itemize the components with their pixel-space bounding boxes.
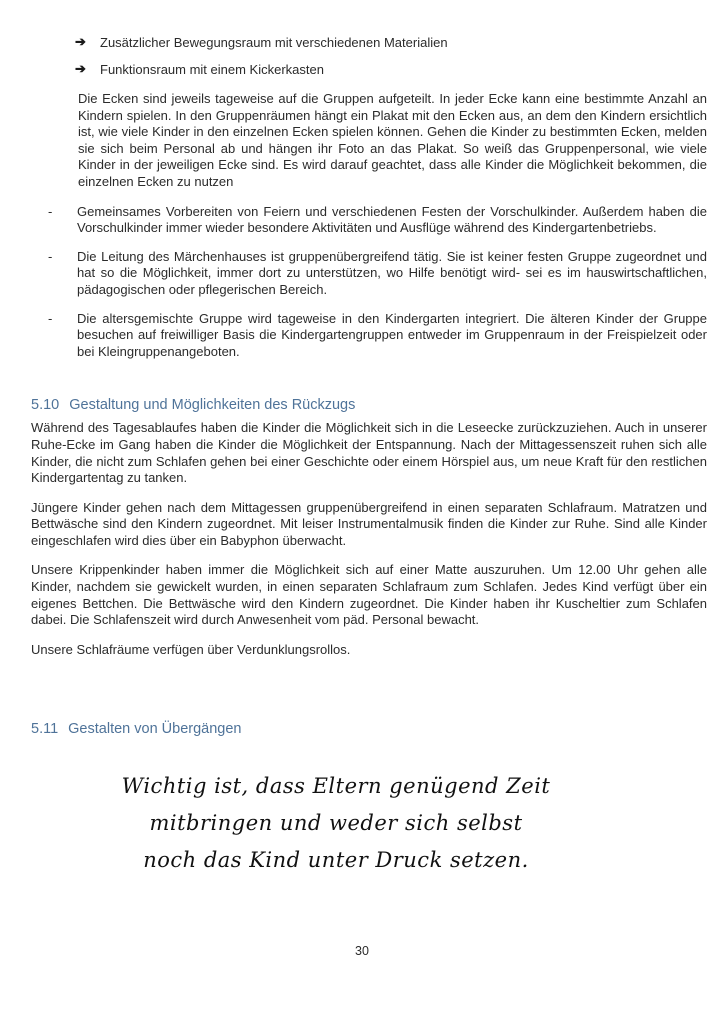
dash-bullet: - (48, 203, 53, 219)
paragraph: Jüngere Kinder gehen nach dem Mittagessen gruppenübergreifend in einen separaten Schlafraum. Matratzen und Bettwäsche sind den Kindern zugeordnet. Mit leiser Instrumentalmusik finden die Kinder zur Ruhe. Sind alle Kinder eingeschlafen wird dies über ein Babyphon überwacht. (31, 499, 707, 548)
dash-bullet-list (31, 204, 707, 361)
section-title: Gestaltung und Möglichkeiten des Rückzugs (69, 397, 356, 414)
list-item (31, 61, 707, 78)
quote-line: Wichtig ist, dass Eltern genügend Zeit (121, 774, 551, 799)
page-content (31, 30, 707, 879)
dash-bullet: - (48, 310, 53, 326)
arrow-bullet-icon: ➔ (75, 34, 86, 49)
quote-line: noch das Kind unter Druck setzen. (143, 848, 529, 873)
list-item (31, 204, 707, 237)
page-number: 30 (355, 944, 369, 958)
paragraph: Unsere Krippenkinder haben immer die Möglichkeit sich auf einer Matte auszuruhen. Um 12.00 Uhr gehen alle Kinder, nachdem sie gewickelt wurden, in einen separaten Schlafraum zum Schlafen. Jedes Kind verfügt über ein eigenes Bettchen. Die Bettwäsche wird den Kindern zugeordnet. Die Kinder haben ihr Kuscheltier zum Schlafen dabei. Die Schlafenszeit wird durch Anwesenheit vom päd. Personal bewacht. (31, 562, 707, 628)
script-quote (31, 768, 641, 879)
arrow-bullet-list (31, 34, 707, 78)
list-item-text: Funktionsraum mit einem Kickerkasten (100, 62, 324, 77)
arrow-bullet-icon: ➔ (75, 61, 86, 76)
section-heading-5-11 (31, 720, 707, 738)
section-number: 5.10 (31, 397, 60, 414)
section-number: 5.11 (31, 721, 59, 738)
section-title: Gestalten von Übergängen (68, 721, 242, 738)
list-item (31, 34, 707, 51)
list-item-text: Die altersgemischte Gruppe wird tageweise in den Kindergarten integriert. Die älteren Kinder der Gruppe besuchen auf freiwilliger Basis die Kindergartengruppen entweder im Gruppenraum in der Freispielzeit oder bei Kleingruppenangeboten. (77, 310, 707, 359)
paragraph: Unsere Schlafräume verfügen über Verdunklungsrollos. (31, 641, 351, 657)
list-item-text: Gemeinsames Vorbereiten von Feiern und verschiedenen Festen der Vorschulkinder. Außerdem haben die Vorschulkinder immer wieder besondere Aktivitäten und Ausflüge während des Kindergartenbetriebs. (77, 203, 707, 236)
list-item (31, 249, 707, 299)
dash-bullet: - (48, 248, 53, 264)
intro-paragraph: Die Ecken sind jeweils tageweise auf die Gruppen aufgeteilt. In jeder Ecke kann eine bestimmte Anzahl an Kindern spielen. In den Gruppenräumen hängt ein Plakat mit den Ecken aus, an dem den Kindern ersichtlich ist, wie viele Kinder in den einzelnen Ecken spielen können. Gehen die Kinder zu bestimmten Ecken, melden sie sich beim Personal ab und hängen ihr Foto an das Plakat. So weiß das Gruppenpersonal, wie viele Kinder in der jeweiligen Ecke sind. Es wird darauf geachtet, dass alle Kinder die Möglichkeit bekommen, die einzelnen Ecken zu nutzen (78, 91, 707, 189)
paragraph: Während des Tagesablaufes haben die Kinder die Möglichkeit sich in die Leseecke zurückzuziehen. Auch in unserer Ruhe-Ecke im Gang haben die Kinder die Möglichkeit der Entspannung. Nach der Mittagessenszeit ruhen sich alle Kinder, die nicht zum Schlafen gehen bei einer Geschichte oder einem Hörspiel aus, um neue Kraft für den restlichen Kindergartentag zu tanken. (31, 420, 707, 486)
list-item-text: Die Leitung des Märchenhauses ist gruppenübergreifend tätig. Sie ist keiner festen Gruppe zugeordnet und hat so die Möglichkeit, immer dort zu unterstützen, wo Hilfe benötigt wird- sei es im hauswirtschaftlichen, pädagogischen oder pflegerischen Bereich. (77, 248, 707, 297)
list-item-text: Zusätzlicher Bewegungsraum mit verschiedenen Materialien (100, 35, 448, 50)
list-item (31, 311, 707, 361)
quote-line: mitbringen und weder sich selbst (149, 811, 523, 836)
section-heading-5-10 (31, 396, 707, 414)
